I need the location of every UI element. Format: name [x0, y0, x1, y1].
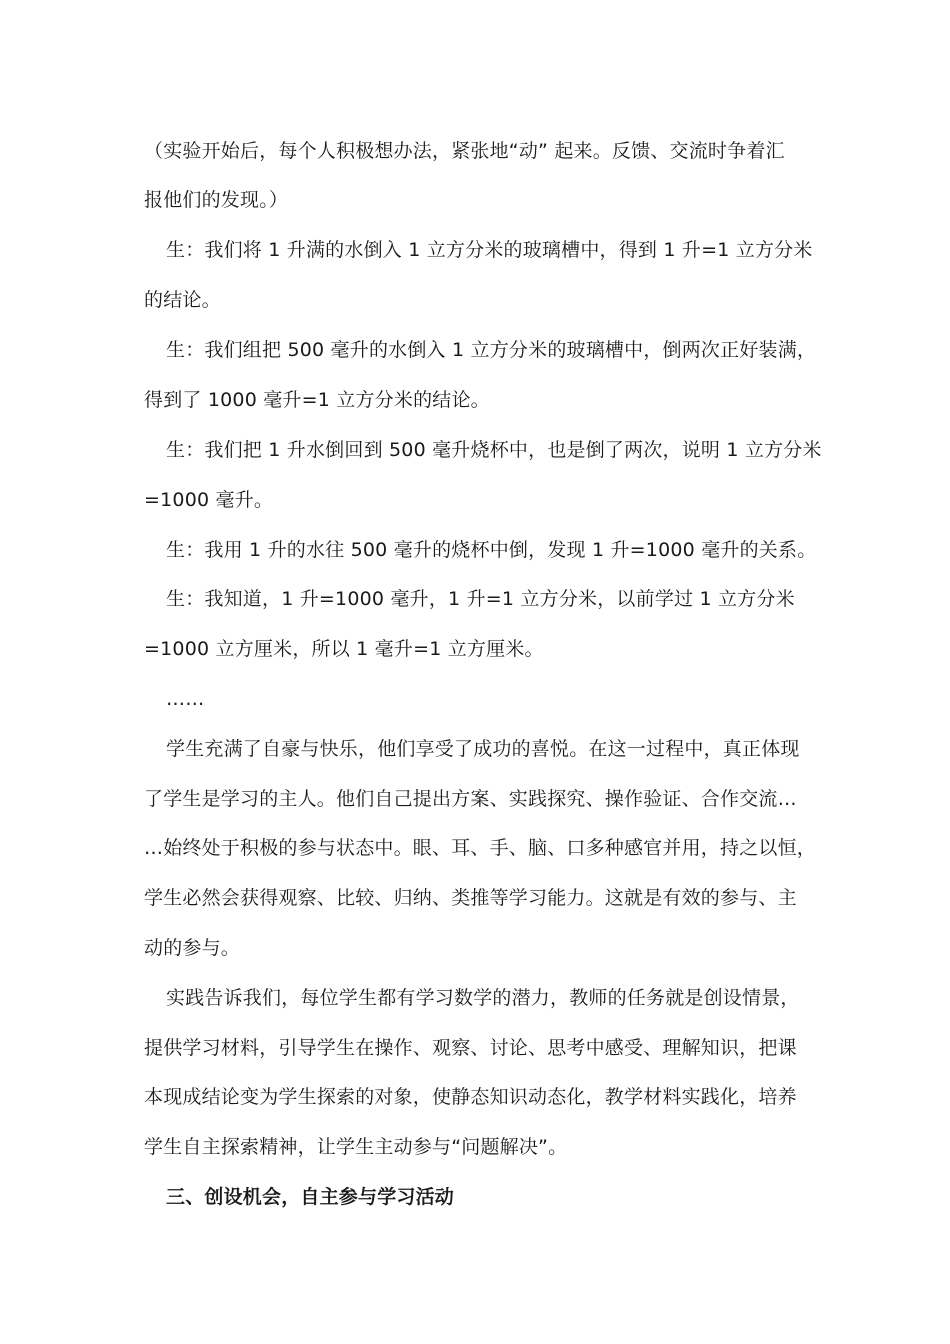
paragraph-line: （实验开始后，每个人积极想办法，紧张地“动” 起来。反馈、交流时争着汇 [144, 140, 785, 162]
paragraph-line: 的结论。 [144, 289, 221, 311]
paragraph-line: 生：我们组把 500 毫升的水倒入 1 立方分米的玻璃槽中，倒两次正好装满， [166, 339, 817, 361]
paragraph-line: 学生必然会获得观察、比较、归纳、类推等学习能力。这就是有效的参与、主 [144, 887, 797, 909]
paragraph-line: 生：我知道，1 升=1000 毫升，1 升=1 立方分米，以前学过 1 立方分米 [166, 588, 795, 610]
paragraph-line: 提供学习材料，引导学生在操作、观察、讨论、思考中感受、理解知识，把课 [144, 1037, 797, 1059]
paragraph-line: 生：我们把 1 升水倒回到 500 毫升烧杯中，也是倒了两次，说明 1 立方分米 [166, 439, 822, 461]
paragraph-line: 生：我们将 1 升满的水倒入 1 立方分米的玻璃槽中，得到 1 升=1 立方分米 [166, 239, 813, 261]
paragraph-line: 了学生是学习的主人。他们自己提出方案、实践探究、操作验证、合作交流… [144, 788, 797, 810]
paragraph-line: 得到了 1000 毫升=1 立方分米的结论。 [144, 389, 490, 411]
paragraph-line: 实践告诉我们，每位学生都有学习数学的潜力，教师的任务就是创设情景， [166, 987, 800, 1009]
paragraph-line: =1000 立方厘米，所以 1 毫升=1 立方厘米。 [144, 638, 544, 660]
paragraph-line: 本现成结论变为学生探索的对象，使静态知识动态化，教学材料实践化，培养 [144, 1086, 797, 1108]
paragraph-line: 学生充满了自豪与快乐，他们享受了成功的喜悦。在这一过程中，真正体现 [166, 738, 800, 760]
paragraph-line: 学生自主探索精神，让学生主动参与“问题解决”。 [144, 1136, 568, 1158]
ellipsis-line: …… [166, 688, 205, 710]
paragraph-line: =1000 毫升。 [144, 489, 274, 511]
paragraph-line: …始终处于积极的参与状态中。眼、耳、手、脑、口多种感官并用，持之以恒， [144, 837, 817, 859]
paragraph-line: 报他们的发现。） [144, 189, 289, 211]
paragraph-line: 动的参与。 [144, 937, 241, 959]
paragraph-line: 生：我用 1 升的水往 500 毫升的烧杯中倒，发现 1 升=1000 毫升的关系。 [166, 539, 817, 561]
section-heading: 三、创设机会，自主参与学习活动 [166, 1186, 455, 1208]
